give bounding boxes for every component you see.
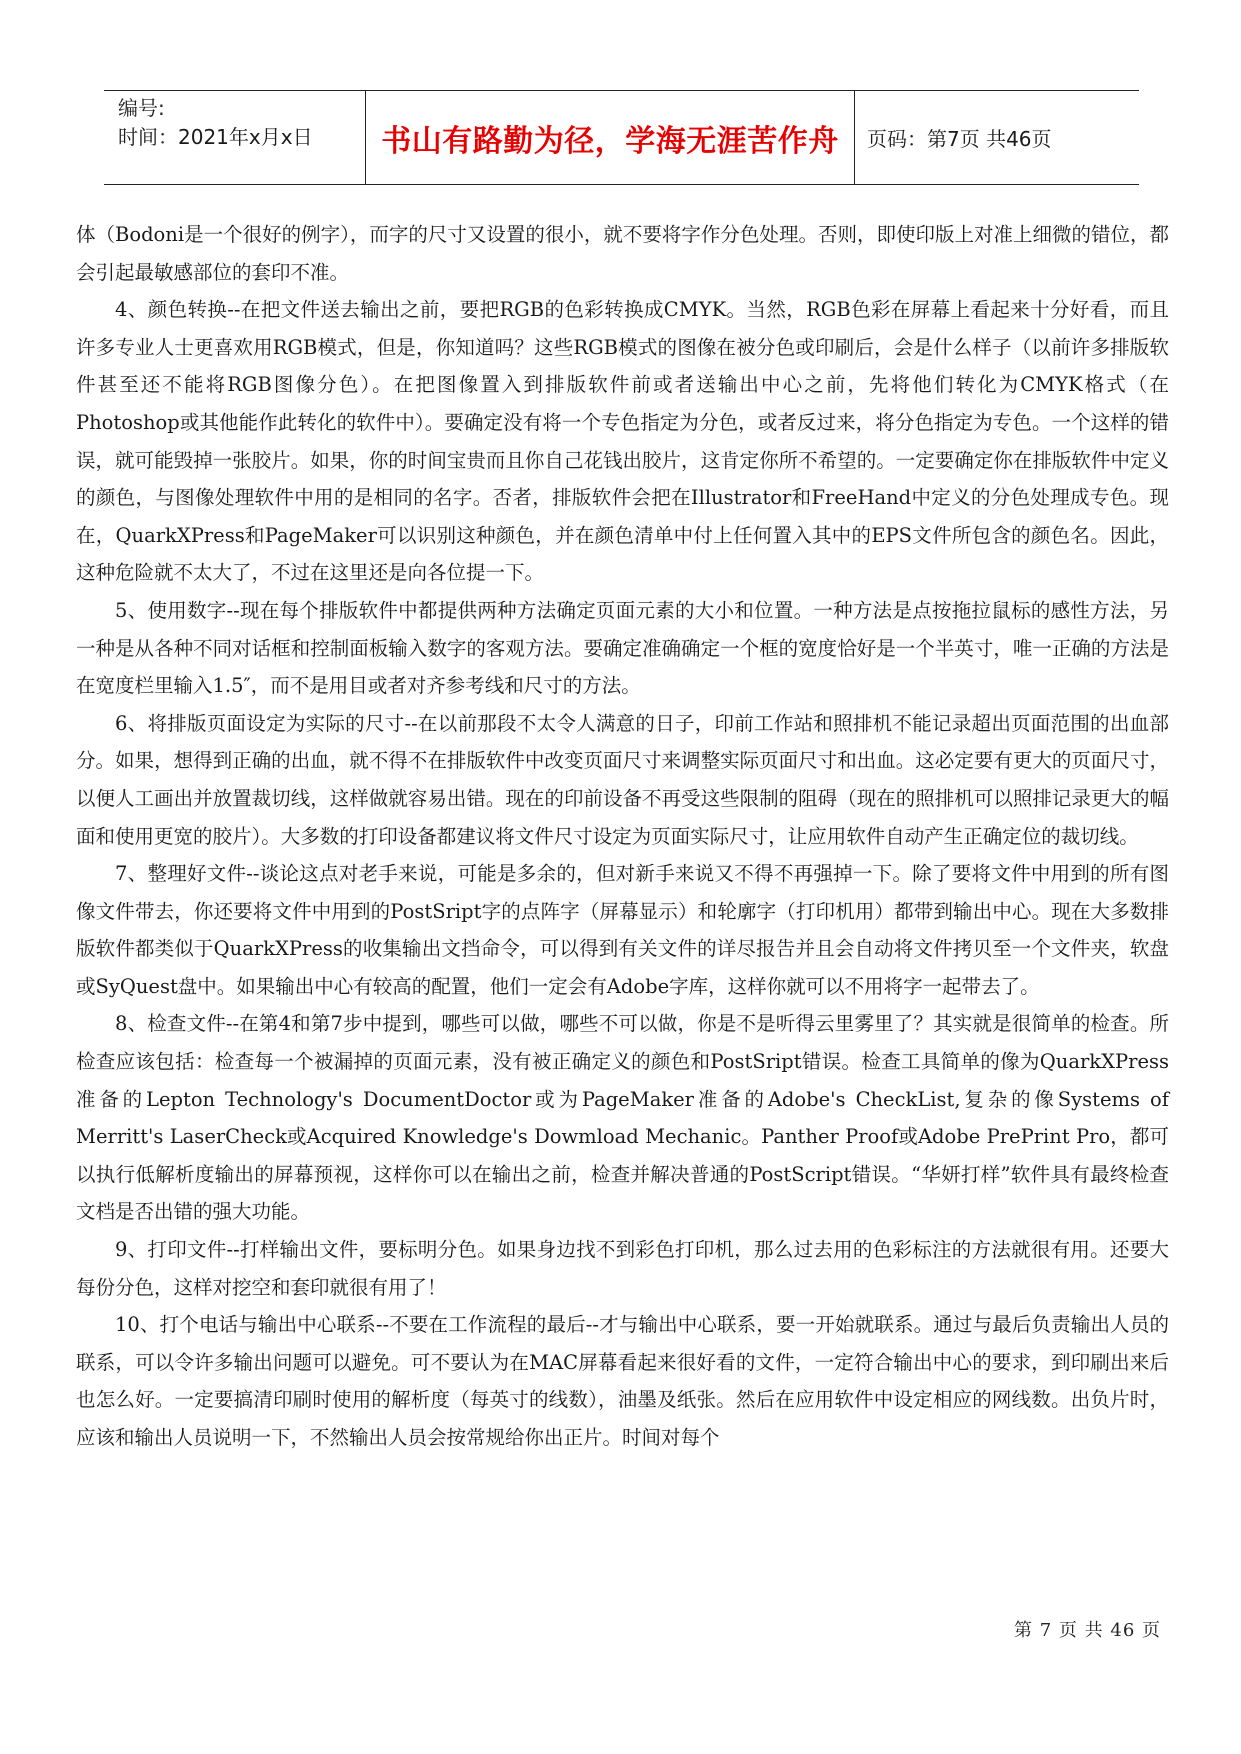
- paragraph-print-files: 9、打印文件--打样输出文件，要标明分色。如果身边找不到彩色打印机，那么过去用的色彩标注的方法就很有用。还要大每份分色，这样对挖空和套印就很有用了！: [76, 1238, 1169, 1299]
- header-motto: 书山有路勤为径，学海无涯苦作舟: [366, 91, 855, 184]
- header-page-info: 页码：第7页 共46页: [867, 127, 1052, 151]
- time-label: 时间：2021年x月x日: [118, 125, 313, 149]
- serial-number-label: 编号:: [118, 96, 165, 120]
- paragraph-check-files: 8、检查文件--在第4和第7步中提到，哪些可以做，哪些不可以做，你是不是听得云里雾里了？其实就是很简单的检查。所检查应该包括：检查每一个被漏掉的页面元素，没有被正确定义的颜色和PostSript错误。检查工具简单的像为QuarkXPress准备的Lepton Technology's DocumentDoctor或为PageMaker准备的Adobe's CheckList,复杂的像Systems of Merritt's LaserCheck或Acquired Knowledge's Dowmload Mechanic。Panther Proof或Adobe PrePrint Pro，都可以执行低解析度输出的屏幕预视，这样你可以在输出之前，检查并解决普通的PostScript错误。“华妍打样”软件具有最终检查文档是否出错的强大功能。: [76, 1012, 1169, 1224]
- page-header: [104, 90, 1139, 185]
- paragraph-page-size: 6、将排版页面设定为实际的尺寸--在以前那段不太令人满意的日子，印前工作站和照排机不能记录超出页面范围的出血部分。如果，想得到正确的出血，就不得不在排版软件中改变页面尺寸来调整实际页面尺寸和出血。这必定要有更大的页面尺寸，以便人工画出并放置裁切线，这样做就容易出错。现在的印前设备不再受这些限制的阻碍（现在的照排机可以照排记录更大的幅面和使用更宽的胶片）。大多数的打印设备都建议将文件尺寸设定为页面实际尺寸，让应用软件自动产生正确定位的裁切线。: [76, 711, 1169, 848]
- paragraph-continuation: 体（Bodoni是一个很好的例字），而字的尺寸又设置的很小，就不要将字作分色处理。否则，即使印版上对准上细微的错位，都会引起最敏感部位的套印不准。: [76, 223, 1169, 284]
- paragraph-organize-files: 7、整理好文件--谈论这点对老手来说，可能是多余的，但对新手来说又不得不再强掉一下。除了要将文件中用到的所有图像文件带去，你还要将文件中用到的PostSript字的点阵字（屏幕显示）和轮廓字（打印机用）都带到输出中心。现在大多数排版软件都类似于QuarkXPress的收集输出文挡命令，可以得到有关文件的详尽报告并且会自动将文件拷贝至一个文件夹，软盘或SyQuest盘中。如果输出中心有较高的配置，他们一定会有Adobe字库，这样你就可以不用将字一起带去了。: [76, 862, 1169, 998]
- paragraph-use-numbers: 5、使用数字--现在每个排版软件中都提供两种方法确定页面元素的大小和位置。一种方法是点按拖拉鼠标的感性方法，另一种是从各种不同对话框和控制面板输入数字的客观方法。要确定准确确定一个框的宽度恰好是一个半英寸，唯一正确的方法是在宽度栏里输入1.5″，而不是用目或者对齐参考线和尺寸的方法。: [76, 598, 1169, 698]
- header-meta: [104, 91, 366, 184]
- paragraph-color-conversion: 4、颜色转换--在把文件送去输出之前，要把RGB的色彩转换成CMYK。当然，RGB色彩在屏幕上看起来十分好看，而且许多专业人士更喜欢用RGB模式，但是，你知道吗？这些RGB模式的图像在被分色或印刷后，会是什么样子（以前许多排版软件甚至还不能将RGB图像分色）。在把图像置入到排版软件前或者送输出中心之前，先将他们转化为CMYK格式（在Photoshop或其他能作此转化的软件中）。要确定没有将一个专色指定为分色，或者反过来，将分色指定为专色。一个这样的错误，就可能毁掉一张胶片。如果，你的时间宝贵而且你自己花钱出胶片，这肯定你所不希望的。一定要确定你在排版软件中定义的颜色，与图像处理软件中用的是相同的名字。否者，排版软件会把在Illustrator和FreeHand中定义的分色处理成专色。现在，QuarkXPress和PageMaker可以识别这种颜色，并在颜色清单中付上任何置入其中的EPS文件所包含的颜色名。因此，这种危险就不太大了，不过在这里还是向各位提一下。: [76, 298, 1169, 585]
- page-footer: 第 7 页 共 46 页: [1014, 1620, 1161, 1641]
- paragraph-contact-output-center: 10、打个电话与输出中心联系--不要在工作流程的最后--才与输出中心联系，要一开始就联系。通过与最后负责输出人员的联系，可以令许多输出问题可以避免。可不要认为在MAC屏幕看起来很好看的文件，一定符合输出中心的要求，到印刷出来后也怎么好。一定要搞清印刷时使用的解析度（每英寸的线数），油墨及纸张。然后在应用软件中设定相应的网线数。出负片时，应该和输出人员说明一下，不然输出人员会按常规给你出正片。时间对每个: [76, 1313, 1169, 1449]
- document-body: [76, 216, 1169, 1457]
